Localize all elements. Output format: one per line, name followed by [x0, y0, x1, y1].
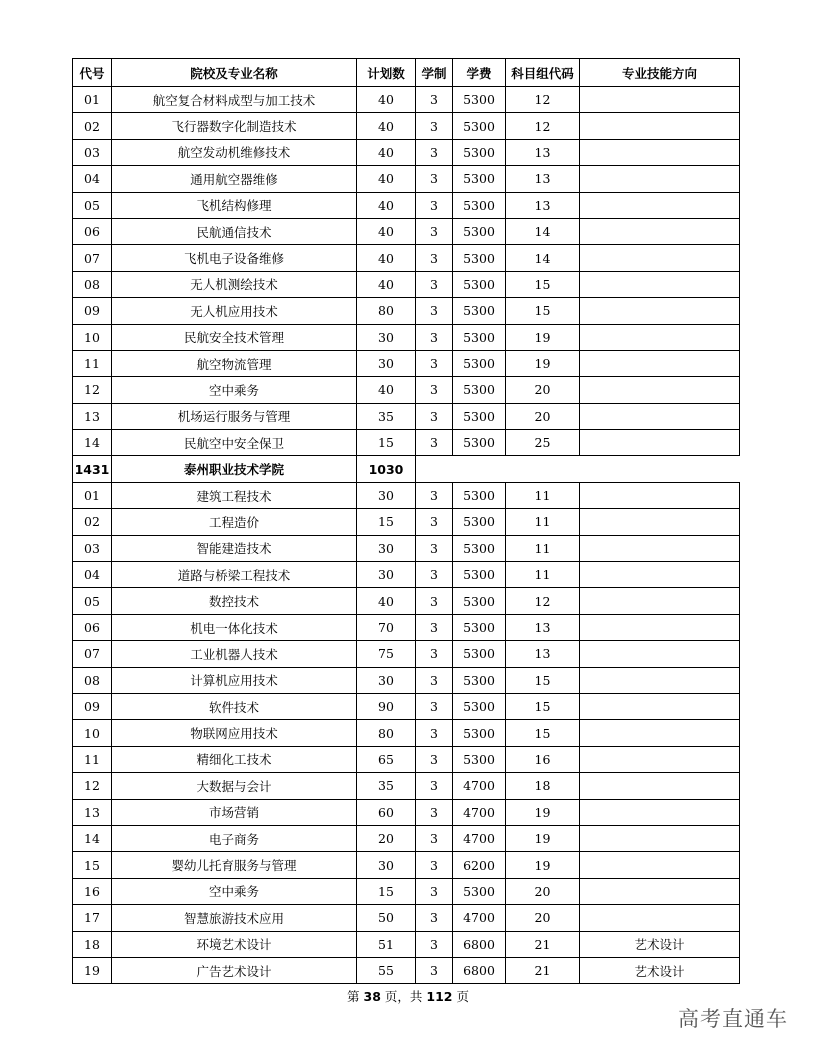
cell-skill	[580, 588, 740, 614]
cell-code: 10	[73, 720, 112, 746]
cell-plan: 40	[357, 166, 416, 192]
cell-subject: 12	[506, 87, 580, 113]
cell-subject: 11	[506, 562, 580, 588]
cell-subject: 19	[506, 825, 580, 851]
cell-code: 12	[73, 773, 112, 799]
cell-years: 3	[416, 298, 453, 324]
cell-plan: 30	[357, 482, 416, 508]
cell-skill	[580, 271, 740, 297]
cell-subject: 20	[506, 403, 580, 429]
cell-skill	[580, 245, 740, 271]
cell-name: 道路与桥梁工程技术	[112, 562, 357, 588]
cell-code: 06	[73, 614, 112, 640]
table-row	[73, 667, 740, 693]
cell-subject: 19	[506, 799, 580, 825]
cell-plan: 80	[357, 298, 416, 324]
cell-years: 3	[416, 693, 453, 719]
cell-plan: 30	[357, 535, 416, 561]
cell-name: 飞行器数字化制造技术	[112, 113, 357, 139]
cell-skill	[580, 641, 740, 667]
footer-suffix: 页	[452, 989, 469, 1004]
table-row	[73, 245, 740, 271]
enrollment-table	[72, 58, 740, 984]
cell-skill	[580, 430, 740, 456]
cell-years: 3	[416, 852, 453, 878]
cell-fee: 4700	[453, 799, 506, 825]
footer-page-number: 38	[363, 989, 381, 1004]
cell-fee: 5300	[453, 535, 506, 561]
table-row	[73, 403, 740, 429]
cell-name: 计算机应用技术	[112, 667, 357, 693]
table-row	[73, 562, 740, 588]
cell-code: 02	[73, 509, 112, 535]
cell-plan: 35	[357, 403, 416, 429]
cell-name: 空中乘务	[112, 878, 357, 904]
cell-code: 15	[73, 852, 112, 878]
table-row	[73, 430, 740, 456]
cell-code: 06	[73, 218, 112, 244]
cell-name: 无人机应用技术	[112, 298, 357, 324]
cell-skill	[580, 535, 740, 561]
cell-name: 精细化工技术	[112, 746, 357, 772]
table-row	[73, 166, 740, 192]
cell-plan: 15	[357, 509, 416, 535]
cell-fee: 5300	[453, 245, 506, 271]
cell-years: 3	[416, 957, 453, 983]
table-row	[73, 271, 740, 297]
cell-skill	[580, 562, 740, 588]
table-row	[73, 693, 740, 719]
cell-years: 3	[416, 641, 453, 667]
cell-skill	[580, 509, 740, 535]
cell-fee: 5300	[453, 746, 506, 772]
cell-years: 3	[416, 403, 453, 429]
cell-plan: 40	[357, 87, 416, 113]
cell-plan: 55	[357, 957, 416, 983]
cell-name: 工程造价	[112, 509, 357, 535]
cell-name: 工业机器人技术	[112, 641, 357, 667]
cell-fee: 5300	[453, 614, 506, 640]
cell-name: 环境艺术设计	[112, 931, 357, 957]
cell-years: 3	[416, 271, 453, 297]
table-row	[73, 482, 740, 508]
cell-years: 3	[416, 218, 453, 244]
cell-fee: 5300	[453, 641, 506, 667]
cell-fee: 5300	[453, 403, 506, 429]
school-plan: 1030	[357, 456, 416, 482]
cell-plan: 65	[357, 746, 416, 772]
cell-name: 广告艺术设计	[112, 957, 357, 983]
cell-fee: 6800	[453, 931, 506, 957]
cell-years: 3	[416, 377, 453, 403]
cell-name: 飞机结构修理	[112, 192, 357, 218]
watermark: 高考直通车	[678, 1007, 788, 1031]
cell-plan: 15	[357, 430, 416, 456]
table-row	[73, 113, 740, 139]
table-row	[73, 139, 740, 165]
cell-code: 16	[73, 878, 112, 904]
cell-fee: 5300	[453, 878, 506, 904]
cell-subject: 13	[506, 614, 580, 640]
cell-plan: 40	[357, 377, 416, 403]
table-row	[73, 535, 740, 561]
table-row	[73, 192, 740, 218]
cell-skill	[580, 139, 740, 165]
cell-plan: 75	[357, 641, 416, 667]
cell-years: 3	[416, 245, 453, 271]
cell-years: 3	[416, 799, 453, 825]
school-name: 泰州职业技术学院	[112, 456, 357, 482]
cell-subject: 19	[506, 350, 580, 376]
cell-plan: 60	[357, 799, 416, 825]
cell-plan: 40	[357, 271, 416, 297]
cell-fee: 4700	[453, 773, 506, 799]
cell-subject: 21	[506, 931, 580, 957]
cell-code: 02	[73, 113, 112, 139]
table-row	[73, 799, 740, 825]
cell-fee: 5300	[453, 324, 506, 350]
cell-fee: 4700	[453, 905, 506, 931]
cell-fee: 5300	[453, 166, 506, 192]
cell-name: 婴幼儿托育服务与管理	[112, 852, 357, 878]
cell-fee: 5300	[453, 430, 506, 456]
cell-code: 08	[73, 271, 112, 297]
cell-plan: 30	[357, 350, 416, 376]
cell-code: 11	[73, 746, 112, 772]
cell-skill	[580, 87, 740, 113]
cell-plan: 20	[357, 825, 416, 851]
cell-plan: 30	[357, 667, 416, 693]
cell-name: 民航空中安全保卫	[112, 430, 357, 456]
cell-years: 3	[416, 562, 453, 588]
cell-skill	[580, 746, 740, 772]
school-row	[73, 456, 740, 482]
cell-years: 3	[416, 825, 453, 851]
cell-plan: 40	[357, 192, 416, 218]
cell-code: 03	[73, 535, 112, 561]
table-row	[73, 298, 740, 324]
table-row	[73, 931, 740, 957]
cell-subject: 14	[506, 245, 580, 271]
cell-name: 智慧旅游技术应用	[112, 905, 357, 931]
cell-years: 3	[416, 535, 453, 561]
cell-years: 3	[416, 113, 453, 139]
table-row	[73, 878, 740, 904]
cell-plan: 15	[357, 878, 416, 904]
header-code: 代号	[73, 59, 112, 87]
cell-years: 3	[416, 773, 453, 799]
cell-plan: 40	[357, 139, 416, 165]
cell-fee: 5300	[453, 271, 506, 297]
cell-years: 3	[416, 720, 453, 746]
cell-fee: 5300	[453, 720, 506, 746]
cell-skill	[580, 905, 740, 931]
cell-fee: 5300	[453, 192, 506, 218]
cell-fee: 5300	[453, 298, 506, 324]
cell-skill	[580, 878, 740, 904]
cell-subject: 13	[506, 139, 580, 165]
cell-code: 04	[73, 562, 112, 588]
cell-fee: 5300	[453, 139, 506, 165]
cell-skill	[580, 192, 740, 218]
table-row	[73, 825, 740, 851]
footer-prefix: 第	[347, 989, 364, 1004]
cell-plan: 30	[357, 324, 416, 350]
cell-fee: 5300	[453, 588, 506, 614]
cell-skill: 艺术设计	[580, 957, 740, 983]
cell-years: 3	[416, 905, 453, 931]
school-row-blank	[416, 456, 740, 482]
cell-years: 3	[416, 87, 453, 113]
table-row	[73, 957, 740, 983]
cell-code: 09	[73, 693, 112, 719]
cell-subject: 13	[506, 166, 580, 192]
cell-name: 市场营销	[112, 799, 357, 825]
cell-subject: 16	[506, 746, 580, 772]
cell-years: 3	[416, 139, 453, 165]
cell-name: 航空物流管理	[112, 350, 357, 376]
cell-name: 无人机测绘技术	[112, 271, 357, 297]
table-row	[73, 350, 740, 376]
table-row	[73, 641, 740, 667]
cell-subject: 19	[506, 324, 580, 350]
cell-skill	[580, 614, 740, 640]
header-name: 院校及专业名称	[112, 59, 357, 87]
cell-code: 10	[73, 324, 112, 350]
cell-fee: 5300	[453, 87, 506, 113]
cell-subject: 11	[506, 535, 580, 561]
cell-name: 建筑工程技术	[112, 482, 357, 508]
table-row	[73, 746, 740, 772]
cell-years: 3	[416, 192, 453, 218]
cell-fee: 5300	[453, 350, 506, 376]
cell-code: 05	[73, 588, 112, 614]
footer-total-pages: 112	[426, 989, 453, 1004]
cell-subject: 21	[506, 957, 580, 983]
cell-fee: 6200	[453, 852, 506, 878]
cell-fee: 5300	[453, 562, 506, 588]
cell-years: 3	[416, 166, 453, 192]
header-subject: 科目组代码	[506, 59, 580, 87]
cell-skill	[580, 693, 740, 719]
cell-subject: 25	[506, 430, 580, 456]
cell-subject: 12	[506, 588, 580, 614]
cell-skill	[580, 403, 740, 429]
cell-code: 14	[73, 825, 112, 851]
cell-subject: 20	[506, 878, 580, 904]
cell-plan: 40	[357, 588, 416, 614]
cell-name: 数控技术	[112, 588, 357, 614]
cell-code: 04	[73, 166, 112, 192]
cell-code: 03	[73, 139, 112, 165]
cell-name: 民航安全技术管理	[112, 324, 357, 350]
cell-skill	[580, 799, 740, 825]
cell-code: 11	[73, 350, 112, 376]
cell-code: 05	[73, 192, 112, 218]
cell-subject: 11	[506, 509, 580, 535]
cell-name: 通用航空器维修	[112, 166, 357, 192]
cell-code: 13	[73, 403, 112, 429]
cell-code: 07	[73, 245, 112, 271]
cell-name: 空中乘务	[112, 377, 357, 403]
cell-subject: 13	[506, 641, 580, 667]
cell-plan: 50	[357, 905, 416, 931]
cell-skill	[580, 720, 740, 746]
cell-code: 18	[73, 931, 112, 957]
header-plan: 计划数	[357, 59, 416, 87]
school-code: 1431	[73, 456, 112, 482]
table-row	[73, 588, 740, 614]
cell-fee: 5300	[453, 113, 506, 139]
cell-years: 3	[416, 509, 453, 535]
table-row	[73, 218, 740, 244]
cell-skill	[580, 667, 740, 693]
table-row	[73, 773, 740, 799]
cell-fee: 5300	[453, 693, 506, 719]
cell-name: 物联网应用技术	[112, 720, 357, 746]
cell-name: 智能建造技术	[112, 535, 357, 561]
cell-plan: 30	[357, 562, 416, 588]
table-row	[73, 509, 740, 535]
cell-fee: 5300	[453, 377, 506, 403]
table-row	[73, 852, 740, 878]
cell-subject: 19	[506, 852, 580, 878]
cell-subject: 13	[506, 192, 580, 218]
cell-subject: 20	[506, 377, 580, 403]
table-row	[73, 87, 740, 113]
cell-name: 飞机电子设备维修	[112, 245, 357, 271]
cell-subject: 15	[506, 720, 580, 746]
cell-skill	[580, 218, 740, 244]
cell-plan: 40	[357, 245, 416, 271]
cell-plan: 70	[357, 614, 416, 640]
cell-name: 大数据与会计	[112, 773, 357, 799]
cell-fee: 5300	[453, 509, 506, 535]
cell-name: 机电一体化技术	[112, 614, 357, 640]
cell-skill	[580, 324, 740, 350]
cell-name: 民航通信技术	[112, 218, 357, 244]
cell-code: 14	[73, 430, 112, 456]
cell-years: 3	[416, 667, 453, 693]
table-row	[73, 905, 740, 931]
cell-name: 电子商务	[112, 825, 357, 851]
cell-years: 3	[416, 430, 453, 456]
cell-code: 01	[73, 87, 112, 113]
cell-plan: 35	[357, 773, 416, 799]
cell-skill	[580, 773, 740, 799]
cell-fee: 5300	[453, 667, 506, 693]
cell-fee: 5300	[453, 482, 506, 508]
cell-code: 12	[73, 377, 112, 403]
cell-plan: 40	[357, 113, 416, 139]
cell-years: 3	[416, 746, 453, 772]
cell-subject: 15	[506, 298, 580, 324]
table-row	[73, 377, 740, 403]
cell-skill	[580, 298, 740, 324]
cell-skill	[580, 166, 740, 192]
cell-fee: 4700	[453, 825, 506, 851]
cell-skill: 艺术设计	[580, 931, 740, 957]
cell-name: 航空复合材料成型与加工技术	[112, 87, 357, 113]
cell-plan: 51	[357, 931, 416, 957]
cell-code: 08	[73, 667, 112, 693]
cell-subject: 14	[506, 218, 580, 244]
cell-code: 13	[73, 799, 112, 825]
cell-fee: 6800	[453, 957, 506, 983]
header-fee: 学费	[453, 59, 506, 87]
header-years: 学制	[416, 59, 453, 87]
table-row	[73, 324, 740, 350]
cell-skill	[580, 825, 740, 851]
cell-skill	[580, 482, 740, 508]
cell-skill	[580, 852, 740, 878]
cell-skill	[580, 377, 740, 403]
cell-plan: 30	[357, 852, 416, 878]
cell-code: 09	[73, 298, 112, 324]
header-skill: 专业技能方向	[580, 59, 740, 87]
cell-skill	[580, 113, 740, 139]
cell-fee: 5300	[453, 218, 506, 244]
table-header-row	[73, 59, 740, 87]
cell-subject: 11	[506, 482, 580, 508]
cell-name: 软件技术	[112, 693, 357, 719]
footer-middle: 页，共	[380, 989, 427, 1004]
cell-code: 19	[73, 957, 112, 983]
cell-years: 3	[416, 878, 453, 904]
cell-code: 17	[73, 905, 112, 931]
cell-years: 3	[416, 482, 453, 508]
cell-subject: 15	[506, 693, 580, 719]
cell-name: 机场运行服务与管理	[112, 403, 357, 429]
cell-plan: 40	[357, 218, 416, 244]
cell-name: 航空发动机维修技术	[112, 139, 357, 165]
table-row	[73, 720, 740, 746]
cell-subject: 15	[506, 271, 580, 297]
cell-years: 3	[416, 588, 453, 614]
cell-code: 07	[73, 641, 112, 667]
cell-subject: 15	[506, 667, 580, 693]
cell-subject: 18	[506, 773, 580, 799]
cell-plan: 90	[357, 693, 416, 719]
table-body	[73, 87, 740, 984]
cell-years: 3	[416, 614, 453, 640]
cell-years: 3	[416, 931, 453, 957]
cell-years: 3	[416, 324, 453, 350]
cell-skill	[580, 350, 740, 376]
cell-plan: 80	[357, 720, 416, 746]
cell-subject: 20	[506, 905, 580, 931]
cell-years: 3	[416, 350, 453, 376]
table-row	[73, 614, 740, 640]
cell-code: 01	[73, 482, 112, 508]
cell-subject: 12	[506, 113, 580, 139]
